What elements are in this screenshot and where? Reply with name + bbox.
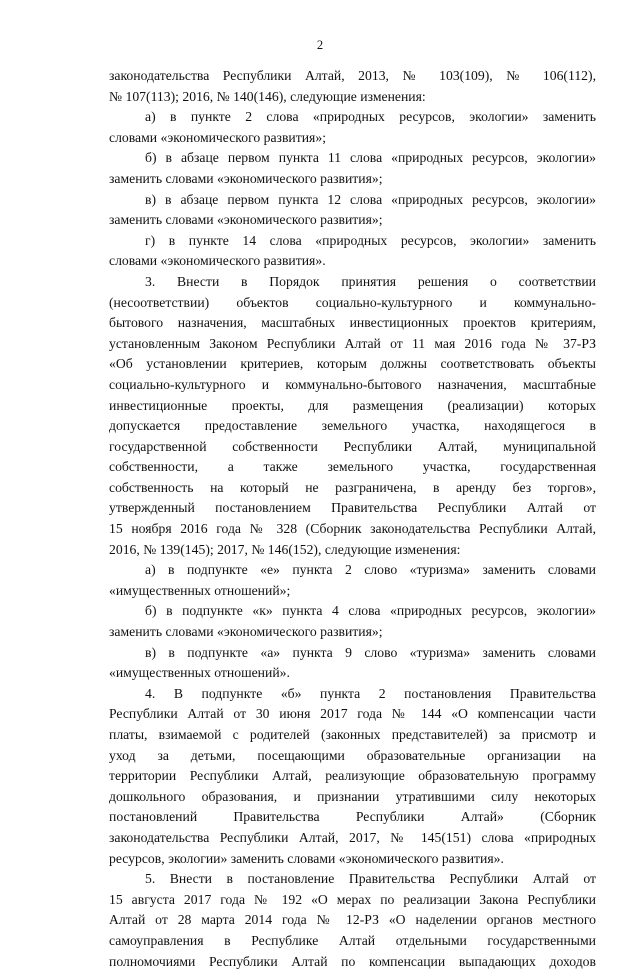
text-line: в) в подпункте «а» пункта 9 слово «туризма» заменить словами	[145, 644, 596, 660]
text-line: заменить словами «экономического развития»;	[109, 170, 383, 186]
text-line: полномочиями Республики Алтай по компенсации выпадающих доходов	[109, 953, 596, 969]
text-line: в) в абзаце первом пункта 12 слова «природных ресурсов, экологии»	[145, 191, 596, 207]
text-line: утвержденный постановлением Правительства Республики Алтай от	[109, 500, 596, 516]
text-line: г) в пункте 14 слова «природных ресурсов, экологии» заменить	[145, 232, 596, 248]
text-line: (несоответствии) объектов социально-культурного и коммунально-	[109, 294, 596, 310]
text-line: установленным Законом Республики Алтай от 11 мая 2016 года № 37-РЗ	[109, 335, 596, 351]
text-line: заменить словами «экономического развития»;	[109, 212, 383, 228]
document-body	[109, 66, 596, 972]
text-line: Алтай от 28 марта 2014 года № 12-РЗ «О наделении органов местного	[109, 912, 596, 928]
text-line: «Об установлении критериев, которым должны соответствовать объекты	[109, 356, 596, 372]
text-line: платы, взимаемой с родителей (законных представителей) за присмотр и	[109, 727, 596, 742]
text-line: собственность на который не разграничена, в аренду без торгов»,	[109, 479, 596, 495]
text-line: территории Республики Алтай, реализующие образовательную программу	[109, 768, 596, 784]
text-line: 2016, № 139(145); 2017, № 146(152), следующие изменения:	[109, 541, 461, 557]
text-line: дошкольного образования, и признании утратившими силу некоторых	[109, 788, 596, 804]
text-line: социально-культурного и коммунально-бытового назначения, масштабные	[109, 376, 596, 392]
text-line: а) в подпункте «е» пункта 2 слово «туризма» заменить словами	[145, 562, 596, 578]
text-line: бытового назначения, масштабных инвестиционных проектов критериям,	[109, 315, 596, 331]
text-line: постановлений Правительства Республики Алтай» (Сборник	[109, 809, 596, 825]
text-line: № 107(113); 2016, № 140(146), следующие изменения:	[109, 88, 426, 104]
text-line: а) в пункте 2 слова «природных ресурсов, экологии» заменить	[145, 109, 596, 125]
text-line: самоуправления в Республике Алтай отдельными государственными	[109, 932, 596, 948]
text-line: б) в абзаце первом пункта 11 слова «природных ресурсов, экологии»	[145, 150, 596, 166]
text-line: 3. Внести в Порядок принятия решения о соответствии	[145, 273, 596, 289]
text-line: 5. Внести в постановление Правительства Республики Алтай от	[145, 871, 596, 887]
text-line: инвестиционные проекты, для размещения (реализации) которых	[109, 397, 596, 413]
text-line: 4. В подпункте «б» пункта 2 постановления Правительства	[145, 685, 596, 701]
text-line: допускается предоставление земельного участка, находящегося в	[109, 418, 596, 434]
text-line: собственности, а также земельного участка, государственная	[109, 459, 596, 475]
text-line: законодательства Республики Алтай, 2017, № 145(151) слова «природных	[109, 829, 596, 845]
text-line: ресурсов, экологии» заменить словами «экономического развития».	[109, 850, 504, 866]
text-line: уход за детьми, посещающими образовательные организации на	[109, 747, 596, 763]
text-line: государственной собственности Республики Алтай, муниципальной	[109, 438, 596, 454]
text-line: 15 августа 2017 года № 192 «О мерах по реализации Закона Республики	[109, 891, 596, 907]
text-line: законодательства Республики Алтай, 2013, № 103(109), № 106(112),	[109, 68, 596, 83]
text-line: 15 ноября 2016 года № 328 (Сборник законодательства Республики Алтай,	[109, 521, 596, 537]
text-line: словами «экономического развития».	[109, 253, 326, 269]
page-number: 2	[316, 38, 324, 52]
text-line: Республики Алтай от 30 июня 2017 года № 144 «О компенсации части	[109, 706, 596, 722]
text-line: словами «экономического развития»;	[109, 129, 326, 145]
text-line: заменить словами «экономического развития»;	[109, 624, 383, 640]
text-line: «имущественных отношений».	[109, 665, 290, 681]
text-line: «имущественных отношений»;	[109, 582, 291, 598]
text-line: б) в подпункте «к» пункта 4 слова «природных ресурсов, экологии»	[145, 603, 596, 619]
